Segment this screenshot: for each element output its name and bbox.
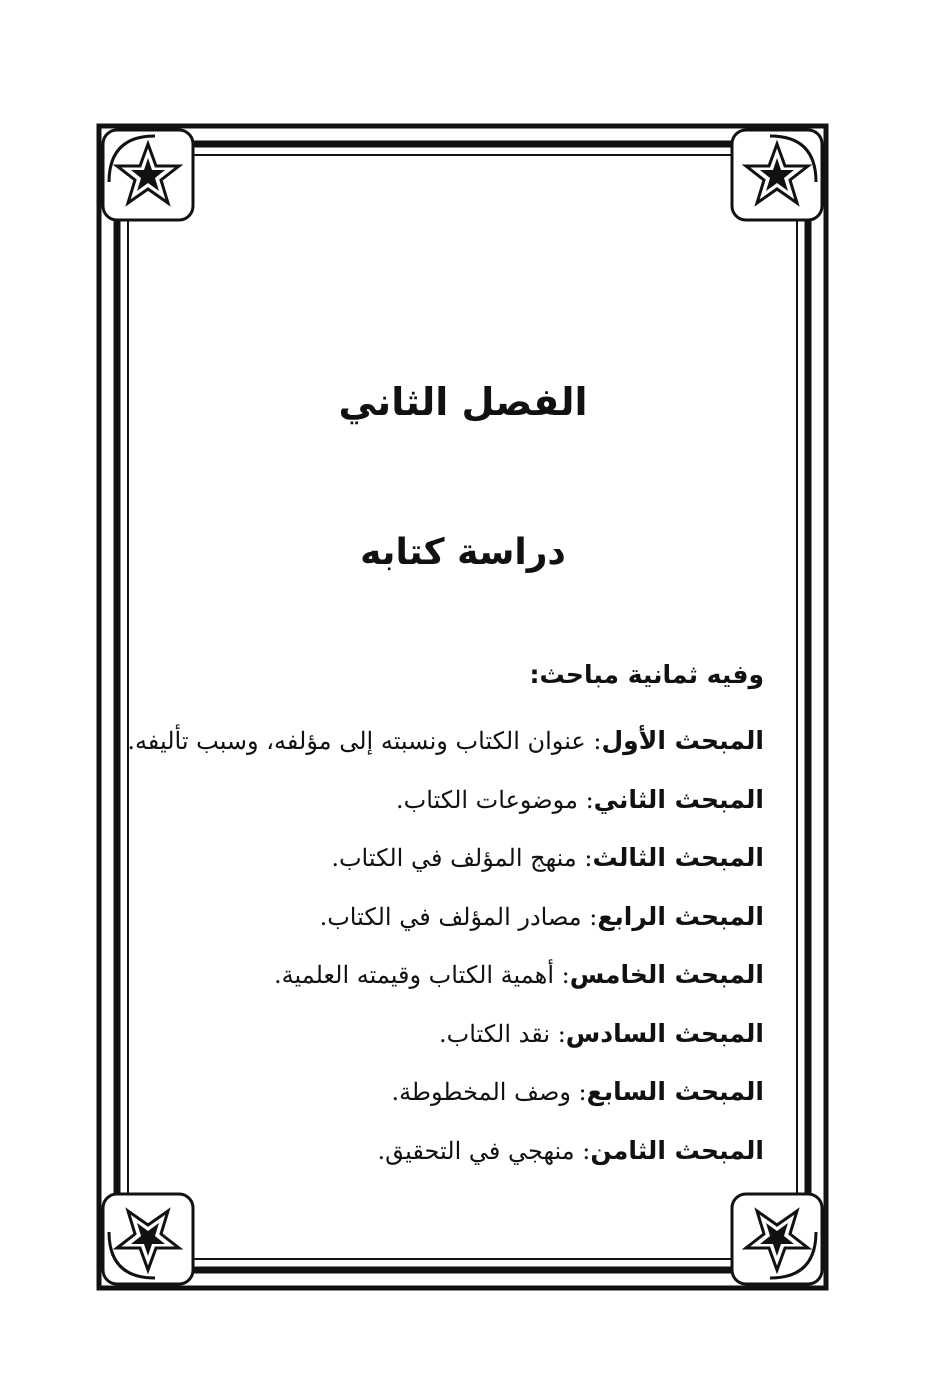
section-item — [125, 712, 764, 771]
section-text: أهمية الكتاب وقيمته العلمية. — [274, 961, 554, 989]
section-item — [125, 946, 764, 1005]
section-item — [125, 771, 764, 830]
section-label: المبحث الخامس — [569, 960, 764, 989]
section-text: عنوان الكتاب ونسبته إلى مؤلفه، وسبب تأليفه. — [127, 727, 586, 755]
label-colon: : — [570, 1078, 587, 1106]
sections-list — [125, 712, 764, 1180]
section-text: مصادر المؤلف في الكتاب. — [319, 902, 582, 931]
section-label: المبحث السابع — [586, 1077, 764, 1106]
page-content — [125, 122, 801, 1292]
section-text: وصف المخطوطة. — [391, 1078, 571, 1106]
label-colon: : — [574, 1136, 591, 1165]
section-label: المبحث الرابع — [597, 901, 764, 931]
section-item — [125, 829, 764, 888]
label-colon: : — [550, 1019, 566, 1048]
section-item — [125, 1005, 764, 1064]
section-label: المبحث الثاني — [593, 784, 764, 814]
chapter-subtitle: دراسة كتابه — [360, 532, 566, 573]
chapter-title: الفصل الثاني — [338, 380, 588, 424]
sections-intro: وفيه ثمانية مباحث: — [529, 660, 764, 689]
section-label: المبحث الأول — [601, 726, 764, 755]
section-text: منهجي في التحقيق. — [377, 1136, 575, 1165]
section-item — [125, 1063, 764, 1122]
section-label: المبحث الثامن — [590, 1135, 764, 1165]
section-item — [125, 1122, 764, 1181]
label-colon: : — [576, 844, 593, 872]
section-text: موضوعات الكتاب. — [396, 785, 578, 814]
label-colon: : — [581, 902, 598, 931]
section-item — [125, 888, 764, 947]
section-label: المبحث الثالث — [592, 843, 764, 872]
label-colon: : — [577, 785, 594, 814]
label-colon: : — [585, 727, 602, 755]
section-text: نقد الكتاب. — [439, 1019, 551, 1048]
section-text: منهج المؤلف في الكتاب. — [331, 844, 577, 872]
label-colon: : — [553, 961, 570, 989]
section-label: المبحث السادس — [565, 1018, 764, 1048]
